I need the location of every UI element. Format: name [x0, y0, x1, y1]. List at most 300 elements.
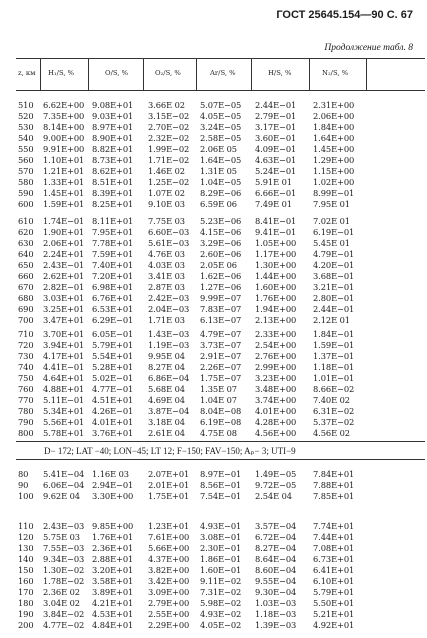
- value-cell: 2.61E 04: [148, 428, 185, 438]
- value-cell: 3.04E 02: [43, 598, 80, 608]
- value-cell: 1.07E 02: [148, 188, 185, 198]
- value-cell: 5.98E−02: [200, 598, 242, 608]
- value-cell: 7.88E+01: [313, 480, 355, 490]
- value-cell: 8.62E+01: [92, 166, 134, 176]
- table-row: [0, 469, 427, 480]
- value-cell: 2.24E+01: [43, 249, 85, 259]
- value-cell: 2.01E+01: [148, 480, 190, 490]
- table-row: [0, 282, 427, 293]
- value-cell: 2.58E−05: [200, 133, 242, 143]
- value-cell: 2.06E 05: [200, 144, 237, 154]
- table-row: [0, 329, 427, 340]
- value-cell: 2.36E 02: [43, 587, 80, 597]
- value-cell: 2.44E−01: [313, 304, 355, 314]
- value-cell: 2.42E−03: [148, 293, 190, 303]
- value-cell: 4.28E+00: [255, 417, 297, 427]
- value-cell: 5.79E+01: [92, 340, 134, 350]
- value-cell: 9.95E 04: [148, 351, 185, 361]
- value-cell: 2.05E 06: [200, 260, 237, 270]
- value-cell: 9.11E−02: [200, 576, 242, 586]
- altitude-cell: 200: [18, 620, 34, 630]
- value-cell: 2.36E+01: [92, 543, 134, 553]
- column-header-z: z, км: [18, 69, 36, 77]
- value-cell: 4.63E−01: [255, 155, 297, 165]
- table-row: [0, 406, 427, 417]
- value-cell: 7.74E+01: [313, 521, 355, 531]
- value-cell: 4.41E−01: [43, 362, 85, 372]
- altitude-cell: 130: [18, 543, 34, 553]
- value-cell: 6.29E−01: [92, 315, 134, 325]
- value-cell: 4.37E+00: [148, 554, 190, 564]
- value-cell: 4.21E+01: [92, 598, 134, 608]
- value-cell: 6.05E−01: [92, 329, 134, 339]
- value-cell: 1.05E+00: [255, 238, 297, 248]
- value-cell: 3.20E+01: [92, 565, 134, 575]
- value-cell: 5.28E+01: [92, 362, 134, 372]
- value-cell: 2.79E−01: [255, 111, 297, 121]
- table-header-rule: [16, 90, 425, 91]
- value-cell: 8.04E−08: [200, 406, 242, 416]
- value-cell: 3.82E+00: [148, 565, 190, 575]
- altitude-cell: 80: [18, 469, 29, 479]
- table-row: [0, 521, 427, 532]
- table-row: [0, 340, 427, 351]
- value-cell: 1.46E 02: [148, 166, 185, 176]
- value-cell: 9.41E−01: [255, 227, 297, 237]
- value-cell: 5.37E−02: [313, 417, 355, 427]
- value-cell: 4.77E−01: [92, 384, 134, 394]
- table-row: [0, 293, 427, 304]
- value-cell: 7.83E−07: [200, 304, 242, 314]
- table-row: [0, 351, 427, 362]
- value-cell: 2.43E−01: [43, 260, 85, 270]
- column-divider: [40, 58, 41, 90]
- table-row: [0, 543, 427, 554]
- value-cell: 3.60E−01: [255, 133, 297, 143]
- value-cell: 1.21E+01: [43, 166, 85, 176]
- value-cell: 7.02E 01: [313, 216, 350, 226]
- value-cell: 5.45E 01: [313, 238, 350, 248]
- value-cell: 8.99E−01: [313, 188, 355, 198]
- altitude-cell: 100: [18, 491, 34, 501]
- value-cell: 1.15E+00: [313, 166, 355, 176]
- page-header: ГОСТ 25645.154—90 С. 67: [276, 9, 413, 21]
- column-divider: [309, 58, 310, 90]
- altitude-cell: 610: [18, 216, 34, 226]
- value-cell: 3.57E−04: [255, 521, 297, 531]
- value-cell: 4.03E 03: [148, 260, 185, 270]
- value-cell: 8.29E−06: [200, 188, 242, 198]
- value-cell: 2.31E+00: [313, 100, 355, 110]
- value-cell: 8.27E−04: [255, 543, 297, 553]
- value-cell: 9.03E+01: [92, 111, 134, 121]
- value-cell: 5.61E−03: [148, 238, 190, 248]
- altitude-cell: 590: [18, 188, 34, 198]
- value-cell: 5.21E+01: [313, 609, 355, 619]
- value-cell: 6.98E+01: [92, 282, 134, 292]
- value-cell: 4.79E−07: [200, 329, 242, 339]
- value-cell: 8.51E+01: [92, 177, 134, 187]
- value-cell: 4.69E 04: [148, 395, 185, 405]
- value-cell: 1.01E−01: [313, 373, 355, 383]
- altitude-cell: 700: [18, 315, 34, 325]
- value-cell: 5.41E−04: [43, 469, 85, 479]
- value-cell: 8.64E−04: [255, 554, 297, 564]
- value-cell: 3.87E−04: [148, 406, 190, 416]
- value-cell: 8.56E−01: [200, 480, 242, 490]
- value-cell: 4.05E−02: [200, 620, 242, 630]
- value-cell: 4.92E+01: [313, 620, 355, 630]
- value-cell: 4.64E+01: [43, 373, 85, 383]
- value-cell: 1.90E+01: [43, 227, 85, 237]
- altitude-cell: 150: [18, 565, 34, 575]
- value-cell: 6.73E+01: [313, 554, 355, 564]
- value-cell: 5.68E 04: [148, 384, 185, 394]
- value-cell: 5.07E−05: [200, 100, 242, 110]
- value-cell: 7.55E−03: [43, 543, 85, 553]
- value-cell: 2.54E 04: [255, 491, 292, 501]
- value-cell: 9.62E 04: [43, 491, 80, 501]
- value-cell: 1.76E+00: [255, 293, 297, 303]
- altitude-cell: 780: [18, 406, 34, 416]
- altitude-cell: 120: [18, 532, 34, 542]
- altitude-cell: 750: [18, 373, 34, 383]
- value-cell: 2.60E−06: [200, 249, 242, 259]
- table-row: [0, 362, 427, 373]
- column-divider: [88, 58, 89, 90]
- value-cell: 7.61E+00: [148, 532, 190, 542]
- value-cell: 5.79E+01: [313, 587, 355, 597]
- value-cell: 2.76E+00: [255, 351, 297, 361]
- altitude-cell: 550: [18, 144, 34, 154]
- value-cell: 6.59E 06: [200, 199, 237, 209]
- column-header-n2: N₂/S, %: [322, 69, 349, 77]
- value-cell: 4.15E−06: [200, 227, 242, 237]
- value-cell: 8.73E+01: [92, 155, 134, 165]
- value-cell: 1.30E−02: [43, 565, 85, 575]
- value-cell: 2.30E−01: [200, 543, 242, 553]
- altitude-cell: 180: [18, 598, 34, 608]
- value-cell: 3.08E−01: [200, 532, 242, 542]
- value-cell: 1.75E−07: [200, 373, 242, 383]
- table-row: [0, 491, 427, 502]
- value-cell: 7.75E 03: [148, 216, 185, 226]
- value-cell: 7.40E 02: [313, 395, 350, 405]
- value-cell: 3.41E 03: [148, 271, 185, 281]
- value-cell: 9.99E−07: [200, 293, 242, 303]
- table-row: [0, 111, 427, 122]
- value-cell: 1.27E−06: [200, 282, 242, 292]
- altitude-cell: 520: [18, 111, 34, 121]
- value-cell: 6.86E−04: [148, 373, 190, 383]
- value-cell: 1.04E−05: [200, 177, 242, 187]
- value-cell: 2.32E−02: [148, 133, 190, 143]
- value-cell: 9.85E+00: [92, 521, 134, 531]
- column-header-ar: Ar/S, %: [210, 69, 236, 77]
- column-header-o2: O₂/S, %: [155, 69, 181, 77]
- table-row: [0, 598, 427, 609]
- altitude-cell: 680: [18, 293, 34, 303]
- value-cell: 3.24E−05: [200, 122, 242, 132]
- value-cell: 1.64E+00: [313, 133, 355, 143]
- value-cell: 4.20E−01: [313, 260, 355, 270]
- value-cell: 5.23E−06: [200, 216, 242, 226]
- value-cell: 7.59E+01: [92, 249, 134, 259]
- conditions-top-rule: [16, 441, 425, 442]
- altitude-cell: 510: [18, 100, 34, 110]
- value-cell: 3.58E+01: [92, 576, 134, 586]
- value-cell: 7.85E+01: [313, 491, 355, 501]
- value-cell: 8.14E+00: [43, 122, 85, 132]
- altitude-cell: 720: [18, 340, 34, 350]
- value-cell: 9.72E−05: [255, 480, 297, 490]
- value-cell: 3.21E−01: [313, 282, 355, 292]
- value-cell: 3.25E+01: [43, 304, 85, 314]
- altitude-cell: 650: [18, 260, 34, 270]
- value-cell: 5.54E+01: [92, 351, 134, 361]
- value-cell: 2.12E 01: [313, 315, 350, 325]
- value-cell: 8.60E−04: [255, 565, 297, 575]
- value-cell: 5.91E 01: [255, 177, 292, 187]
- value-cell: 7.95E 01: [313, 199, 350, 209]
- table-row: [0, 609, 427, 620]
- value-cell: 5.02E−01: [92, 373, 134, 383]
- value-cell: 3.66E 02: [148, 100, 185, 110]
- value-cell: 1.19E−03: [148, 340, 190, 350]
- value-cell: 4.84E+01: [92, 620, 134, 630]
- value-cell: 8.11E+01: [92, 216, 134, 226]
- table-row: [0, 373, 427, 384]
- value-cell: 8.97E+01: [92, 122, 134, 132]
- column-header-h: H/S, %: [268, 69, 292, 77]
- value-cell: 1.44E+00: [255, 271, 297, 281]
- altitude-cell: 570: [18, 166, 34, 176]
- value-cell: 2.99E+00: [255, 362, 297, 372]
- altitude-cell: 600: [18, 199, 34, 209]
- value-cell: 3.68E−01: [313, 271, 355, 281]
- value-cell: 8.82E+01: [92, 144, 134, 154]
- value-cell: 4.88E+01: [43, 384, 85, 394]
- value-cell: 6.60E−03: [148, 227, 190, 237]
- value-cell: 4.09E−01: [255, 144, 297, 154]
- value-cell: 1.62E−06: [200, 271, 242, 281]
- altitude-cell: 690: [18, 304, 34, 314]
- value-cell: 2.82E−01: [43, 282, 85, 292]
- column-divider: [366, 58, 367, 90]
- value-cell: 2.06E+01: [43, 238, 85, 248]
- value-cell: 1.35E 07: [200, 384, 237, 394]
- value-cell: 2.26E−07: [200, 362, 242, 372]
- value-cell: 5.75E 03: [43, 532, 80, 542]
- table-row: [0, 166, 427, 177]
- value-cell: 6.72E−04: [255, 532, 297, 542]
- value-cell: 4.17E+01: [43, 351, 85, 361]
- table-row: [0, 587, 427, 598]
- value-cell: 3.89E+01: [92, 587, 134, 597]
- value-cell: 8.25E+01: [92, 199, 134, 209]
- value-cell: 2.29E+00: [148, 620, 190, 630]
- altitude-cell: 620: [18, 227, 34, 237]
- value-cell: 1.30E+00: [255, 260, 297, 270]
- altitude-cell: 90: [18, 480, 29, 490]
- table-row: [0, 532, 427, 543]
- table-row: [0, 315, 427, 326]
- value-cell: 6.53E+01: [92, 304, 134, 314]
- value-cell: 8.39E+01: [92, 188, 134, 198]
- value-cell: 5.34E+01: [43, 406, 85, 416]
- value-cell: 5.56E+01: [43, 417, 85, 427]
- value-cell: 3.03E+01: [43, 293, 85, 303]
- altitude-cell: 710: [18, 329, 34, 339]
- altitude-cell: 560: [18, 155, 34, 165]
- value-cell: 6.06E−04: [43, 480, 85, 490]
- value-cell: 6.62E+00: [43, 100, 85, 110]
- value-cell: 2.80E−01: [313, 293, 355, 303]
- altitude-cell: 170: [18, 587, 34, 597]
- value-cell: 5.50E+01: [313, 598, 355, 608]
- value-cell: 1.59E−01: [313, 340, 355, 350]
- table-row: [0, 144, 427, 155]
- value-cell: 1.31E 05: [200, 166, 237, 176]
- table-row: [0, 620, 427, 631]
- value-cell: 7.08E+01: [313, 543, 355, 553]
- value-cell: 1.43E−03: [148, 329, 190, 339]
- table-row: [0, 260, 427, 271]
- altitude-cell: 670: [18, 282, 34, 292]
- value-cell: 1.74E−01: [43, 216, 85, 226]
- value-cell: 4.77E−02: [43, 620, 85, 630]
- value-cell: 7.95E+01: [92, 227, 134, 237]
- altitude-cell: 580: [18, 177, 34, 187]
- value-cell: 3.09E+00: [148, 587, 190, 597]
- value-cell: 4.26E−01: [92, 406, 134, 416]
- value-cell: 9.30E−04: [255, 587, 297, 597]
- value-cell: 2.54E+00: [255, 340, 297, 350]
- value-cell: 1.25E−02: [148, 177, 190, 187]
- value-cell: 1.29E+00: [313, 155, 355, 165]
- value-cell: 1.02E+00: [313, 177, 355, 187]
- value-cell: 1.84E+00: [313, 122, 355, 132]
- value-cell: 9.00E+00: [43, 133, 85, 143]
- table-row: [0, 100, 427, 111]
- altitude-cell: 770: [18, 395, 34, 405]
- value-cell: 6.19E−01: [313, 227, 355, 237]
- value-cell: 4.56E+00: [255, 428, 297, 438]
- value-cell: 1.39E−03: [255, 620, 297, 630]
- value-cell: 1.49E−05: [255, 469, 297, 479]
- table-row: [0, 249, 427, 260]
- value-cell: 2.06E+00: [313, 111, 355, 121]
- value-cell: 1.18E−01: [313, 362, 355, 372]
- value-cell: 7.78E+01: [92, 238, 134, 248]
- table-top-rule: [16, 58, 425, 59]
- value-cell: 7.20E+01: [92, 271, 134, 281]
- value-cell: 4.01E+01: [92, 417, 134, 427]
- value-cell: 2.43E−03: [43, 521, 85, 531]
- table-row: [0, 480, 427, 491]
- conditions-bottom-rule: [16, 459, 425, 460]
- value-cell: 2.33E+00: [255, 329, 297, 339]
- value-cell: 1.71E−02: [148, 155, 190, 165]
- table-row: [0, 384, 427, 395]
- value-cell: 5.11E−01: [43, 395, 85, 405]
- value-cell: 3.48E+00: [255, 384, 297, 394]
- value-cell: 2.62E+01: [43, 271, 85, 281]
- altitude-cell: 540: [18, 133, 34, 143]
- table-row: [0, 133, 427, 144]
- altitude-cell: 660: [18, 271, 34, 281]
- altitude-cell: 530: [18, 122, 34, 132]
- value-cell: 6.76E+01: [92, 293, 134, 303]
- value-cell: 3.23E+00: [255, 373, 297, 383]
- column-divider: [196, 58, 197, 90]
- value-cell: 4.79E−01: [313, 249, 355, 259]
- value-cell: 1.64E−05: [200, 155, 242, 165]
- value-cell: 1.75E+01: [148, 491, 190, 501]
- value-cell: 1.03E−03: [255, 598, 297, 608]
- value-cell: 4.51E+01: [92, 395, 134, 405]
- value-cell: 9.91E+00: [43, 144, 85, 154]
- altitude-cell: 800: [18, 428, 34, 438]
- table-row: [0, 216, 427, 227]
- value-cell: 1.17E+00: [255, 249, 297, 259]
- value-cell: 6.41E+01: [313, 565, 355, 575]
- value-cell: 1.10E+01: [43, 155, 85, 165]
- value-cell: 1.60E−01: [200, 565, 242, 575]
- altitude-cell: 110: [18, 521, 34, 531]
- value-cell: 4.93E−02: [200, 609, 242, 619]
- value-cell: 1.18E−03: [255, 609, 297, 619]
- value-cell: 9.55E−04: [255, 576, 297, 586]
- value-cell: 3.15E−02: [148, 111, 190, 121]
- value-cell: 3.42E+00: [148, 576, 190, 586]
- value-cell: 3.84E−02: [43, 609, 85, 619]
- value-cell: 8.27E 04: [148, 362, 185, 372]
- value-cell: 7.40E+01: [92, 260, 134, 270]
- value-cell: 2.55E+00: [148, 609, 190, 619]
- conditions-line: D− 172; LAT −40; LON−45; LT 12; F−150; FAV−150; Aₚ− 3; UTI−9: [44, 446, 296, 456]
- value-cell: 6.19E−08: [200, 417, 242, 427]
- value-cell: 4.93E−01: [200, 521, 242, 531]
- value-cell: 2.04E−03: [148, 304, 190, 314]
- value-cell: 1.04E 07: [200, 395, 237, 405]
- altitude-cell: 630: [18, 238, 34, 248]
- column-header-h1: H₁/S, %: [48, 69, 75, 77]
- value-cell: 3.29E−06: [200, 238, 242, 248]
- table-row: [0, 576, 427, 587]
- value-cell: 4.05E−05: [200, 111, 242, 121]
- table-row: [0, 271, 427, 282]
- value-cell: 5.66E+00: [148, 543, 190, 553]
- value-cell: 1.76E+01: [92, 532, 134, 542]
- value-cell: 2.13E+00: [255, 315, 297, 325]
- value-cell: 6.10E+01: [313, 576, 355, 586]
- value-cell: 1.99E−02: [148, 144, 190, 154]
- altitude-cell: 790: [18, 417, 34, 427]
- altitude-cell: 160: [18, 576, 34, 586]
- altitude-cell: 640: [18, 249, 34, 259]
- value-cell: 2.91E−07: [200, 351, 242, 361]
- value-cell: 1.84E−01: [313, 329, 355, 339]
- value-cell: 1.23E+01: [148, 521, 190, 531]
- value-cell: 1.78E−02: [43, 576, 85, 586]
- value-cell: 3.73E−07: [200, 340, 242, 350]
- column-header-o: O/S, %: [105, 69, 129, 77]
- value-cell: 8.90E+01: [92, 133, 134, 143]
- value-cell: 7.44E+01: [313, 532, 355, 542]
- table-row: [0, 155, 427, 166]
- table-row: [0, 304, 427, 315]
